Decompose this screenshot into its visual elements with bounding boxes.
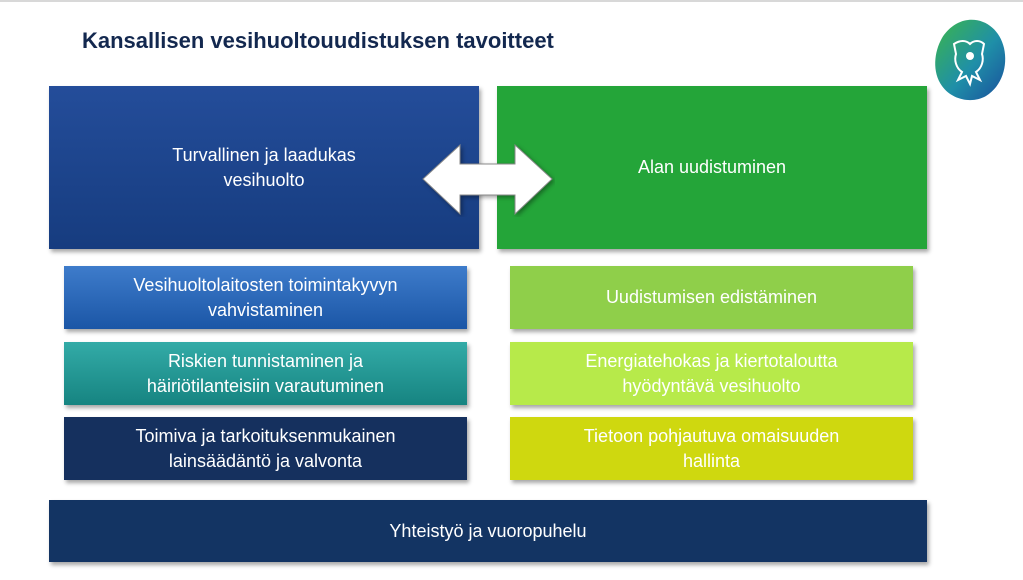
box-text-line: Yhteistyö ja vuoropuhelu	[389, 520, 587, 541]
box-text-line: vesihuolto	[223, 169, 305, 190]
cooperation-dialogue-bar	[49, 500, 927, 562]
box-text-line: Toimiva ja tarkoituksenmukainen	[135, 425, 396, 446]
box-text-line: Riskien tunnistaminen ja	[167, 350, 364, 371]
left-item-1	[64, 266, 467, 329]
left-item-2	[64, 342, 467, 405]
goal-sector-renewal	[497, 86, 927, 249]
box-text-line: hallinta	[682, 450, 741, 471]
box-text-line: Uudistumisen edistäminen	[605, 287, 818, 307]
box-text-line: hyödyntävä vesihuolto	[622, 375, 801, 396]
goal-safe-quality-water-services	[49, 86, 479, 249]
right-item-2	[510, 342, 913, 405]
page-title: Kansallisen vesihuoltouudistuksen tavoitteet	[82, 28, 554, 53]
box-text-line: Alan uudistuminen	[637, 157, 787, 177]
right-item-1	[510, 266, 913, 329]
box-text-line: vahvistaminen	[207, 299, 324, 320]
double-arrow-icon	[420, 142, 555, 217]
box-text-line: Tietoon pohjautuva omaisuuden	[583, 425, 840, 446]
box-text-line: häiriötilanteisiin varautuminen	[146, 375, 385, 396]
box-text-line: lainsäädäntö ja valvonta	[168, 450, 363, 471]
box-text-line: Energiatehokas ja kiertotaloutta	[585, 350, 838, 371]
right-item-3	[510, 417, 913, 480]
top-divider	[0, 0, 1023, 2]
box-text-line: Turvallinen ja laadukas	[172, 144, 356, 165]
box-text-line: Vesihuoltolaitosten toimintakyvyn	[133, 274, 398, 295]
left-item-3	[64, 417, 467, 480]
finnish-government-lion-logo-icon	[930, 14, 1010, 104]
